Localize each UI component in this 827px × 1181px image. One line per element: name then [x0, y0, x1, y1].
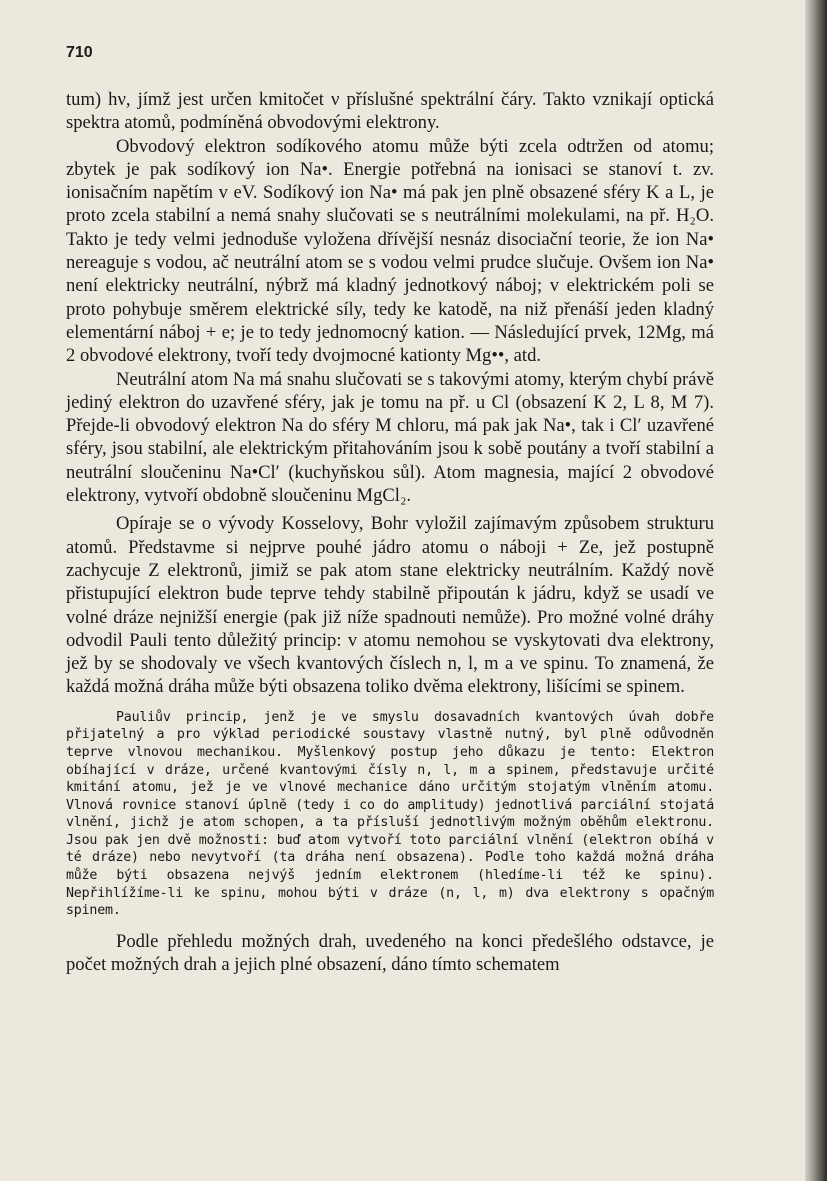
- page-text: [66, 88, 714, 976]
- paragraph: Opíraje se o vývody Kosselovy, Bohr vyložil zajímavým způsobem strukturu atomů. Představme si nejprve pouhé jádro atomu o náboji + Ze, jež postupně zachycuje Z elektronů, jimiž se pak atom stane elektricky neutrálním. Každý nově přistupující elektron bude teprve tehdy stabilně připoután k jádru, když se usadí ve volné dráze nejnižší energie (pak již níže spadnouti nemůže). Pro možné volné dráhy odvodil Pauli tento důležitý princip: v atomu nemohou se vyskytovati dva elektrony, jež by se shodovaly ve všech kvantových číslech n, l, m a ve spinu. To znamená, že každá možná dráha může býti obsazena toliko dvěma elektrony, lišícími se spinem.: [66, 513, 714, 698]
- page-number: 710: [66, 44, 93, 61]
- closing-paragraph: Podle přehledu možných drah, uvedeného na konci předešlého odstavce, je počet možných drah a jejich plné obsazení, dáno tímto schematem: [66, 930, 714, 976]
- note-paragraph: Pauliův princip, jenž je ve smyslu dosavadních kvantových úvah dobře přijatelný a pro výklad periodické soustavy vlastně nutný, byl plně odůvodněn teprve vlnovou mechanikou. Myšlenkový postup jeho důkazu je tento: Elektron obíhající v dráze, určené kvantovými čísly n, l, m a spinem, představuje určité kmitání atomu, jež je ve vlnové mechanice dáno určitým stojatým vlněním atomu. Vlnová rovnice stanoví úplně (tedy i co do amplitudy) jednotlivá parciální stojatá vlnění, jichž je atom schopen, a ta přísluší jednotlivým možným oběhům elektronu. Jsou pak jen dvě možnosti: buď atom vytvoří toto parciální vlnění (elektron obíhá v té dráze) nebo nevytvoří (ta dráha není obsazena). Podle toho každá možná dráha může býti obsazena nejvýš jedním elektronem (hledíme-li též ke spinu). Nepřihlížíme-li ke spinu, mohou býti v dráze (n, l, m) dva elektrony s opačným spinem.: [66, 709, 714, 919]
- paragraph: Obvodový elektron sodíkového atomu může býti zcela odtržen od atomu; zbytek je pak sodíkový ion Na•. Energie potřebná na ionisaci se stanoví t. zv. ionisačním napětím v eV. Sodíkový ion Na• má pak jen plně obsazené sféry K a L, je proto zcela stabilní a nemá snahy slučovati se s neutrálními molekulami, na př. H₂O. Takto je tedy velmi jednoduše vyložena dřívější nesnáz disociační teorie, že ion Na• nereaguje s vodou, ač neutrální atom se s vodou velmi prudce slučuje. Ovšem ion Na• není elektricky neutrální, nýbrž má kladný jednotkový náboj; v elektrickém poli se proto pohybuje směrem elektrické síly, tedy ke katodě, na niž přenáší jeden kladný elementární náboj + e; je to tedy jednomocný kation. — Následující prvek, 12Mg, má 2 obvodové elektrony, tvoří tedy dvojmocné kationty Mg••, atd.: [66, 135, 714, 367]
- closing-block: [66, 930, 714, 977]
- book-spine-edge: [805, 0, 827, 1181]
- paragraph: Neutrální atom Na má snahu slučovati se s takovými atomy, kterým chybí právě jediný elektron do uzavřené sféry, jak je tomu na př. u Cl (obsazení K 2, L 8, M 7). Přejde-li obvodový elektron Na do sféry M chloru, má pak jak Na•, tak i Cl′ uzavřené sféry, jsou stabilní, ale elektrickým přitahováním jsou k sobě poutány a tvoří stabilní a neutrální sloučeninu Na•Cl′ (kuchyňskou sůl). Atom magnesia, mající 2 obvodové elektrony, vytvoří obdobně sloučeninu MgCl₂.: [66, 368, 714, 507]
- paragraph: tum) hν, jímž jest určen kmitočet ν příslušné spektrální čáry. Takto vznikají optická spektra atomů, podmíněná obvodovými elektrony.: [66, 89, 714, 134]
- main-body: [66, 88, 714, 699]
- small-print-note: [66, 709, 714, 920]
